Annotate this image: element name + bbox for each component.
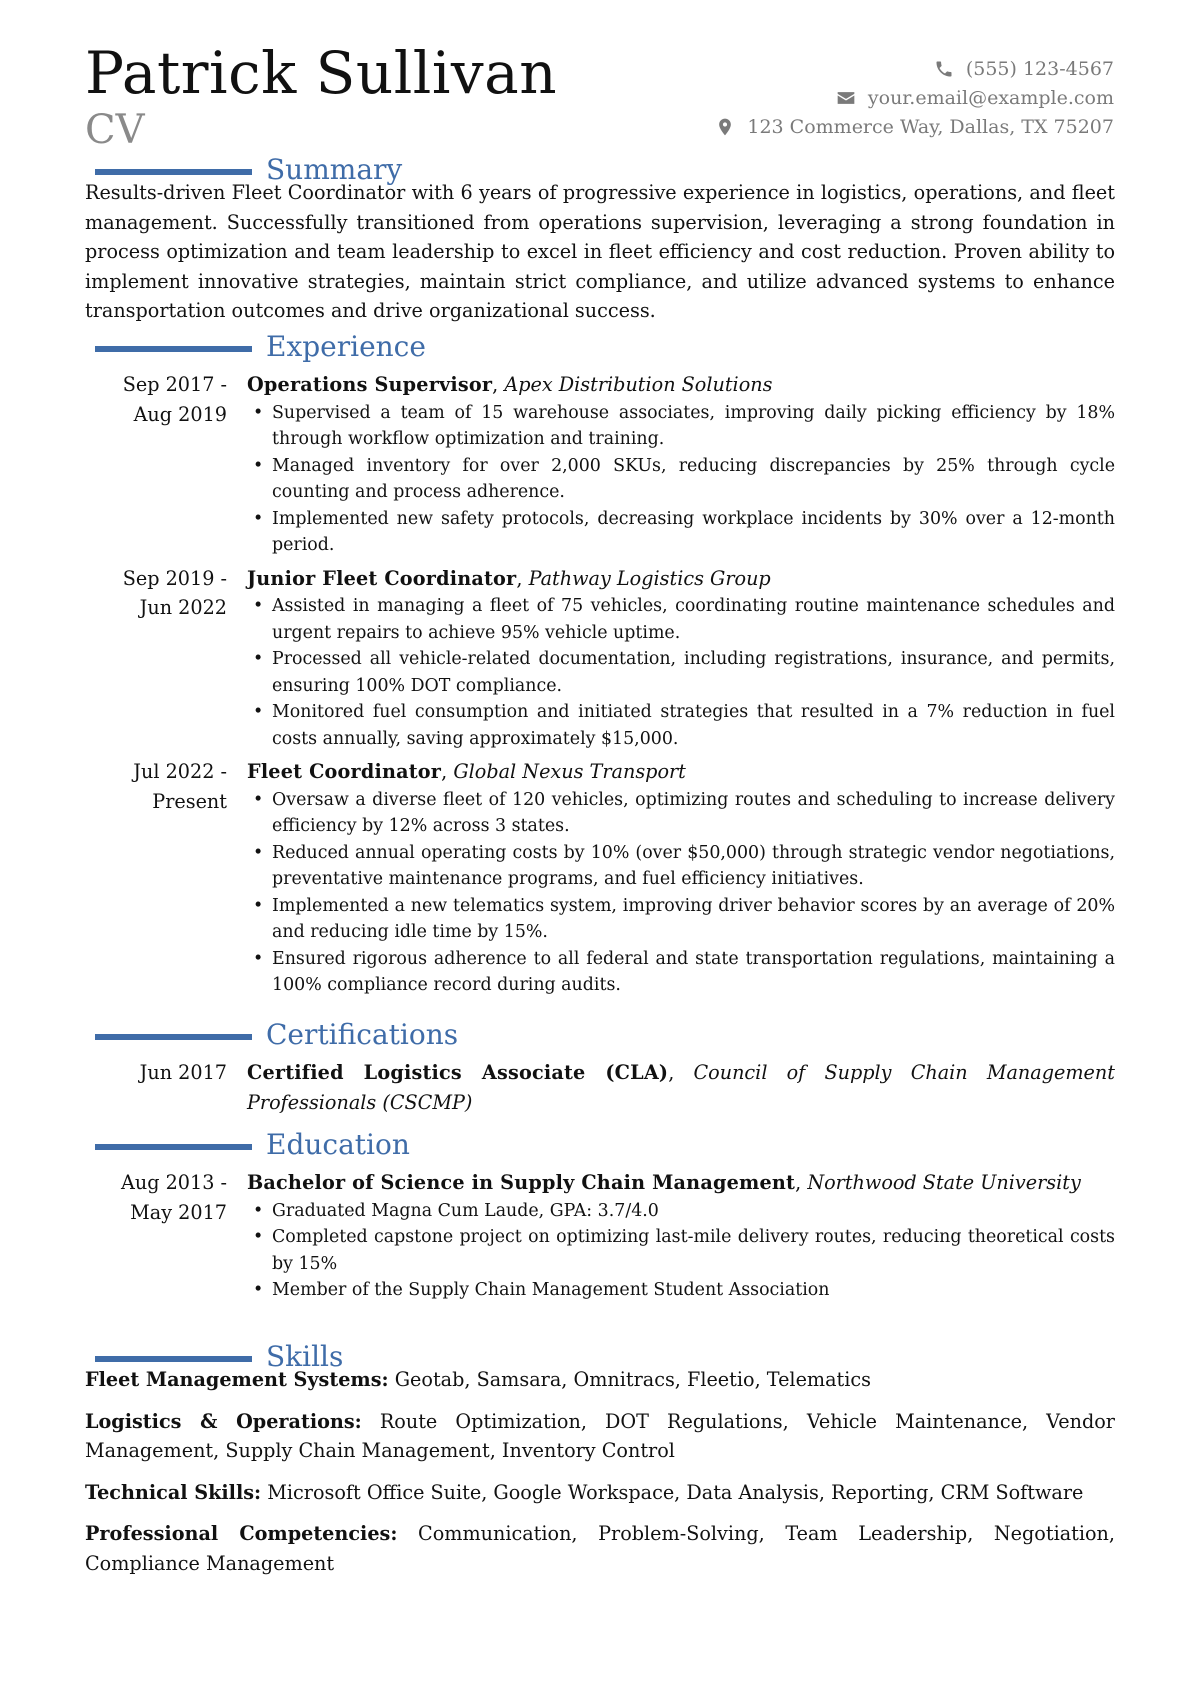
list-item: • Reduced annual operating costs by 10% (over $50,000) through strategic vendor negotiations, preventative maintenance programs, and fuel efficiency initiatives. (247, 840, 1115, 893)
contact-email (715, 83, 1114, 112)
email-text[interactable]: your.email@example.com (867, 86, 1114, 109)
job-title: Operations Supervisor (247, 373, 493, 396)
experience-entry (85, 564, 1115, 753)
skill-value: Microsoft Office Suite, Google Workspace, Data Analysis, Reporting, CRM Software (267, 1480, 1084, 1504)
section-title-skills: Skills (266, 1340, 344, 1373)
section-header (85, 1018, 1115, 1052)
section-header (85, 153, 1115, 187)
summary-section (85, 153, 1115, 326)
section-header (85, 330, 1115, 364)
section-rule (95, 1356, 252, 1362)
skill-label: Logistics & Operations: (85, 1409, 362, 1433)
entry-bullets (247, 1198, 1115, 1304)
contact-phone (715, 54, 1114, 83)
list-item: • Managed inventory for over 2,000 SKUs, reducing discrepancies by 25% through cycle counting and process adherence. (247, 453, 1115, 506)
section-rule (95, 1144, 252, 1150)
skill-label: Technical Skills: (85, 1480, 262, 1504)
skill-label: Fleet Management Systems: (85, 1368, 389, 1391)
list-item: • Assisted in managing a fleet of 75 vehicles, coordinating routine maintenance schedules and urgent repairs to achieve 95% vehicle uptime. (247, 593, 1115, 646)
section-rule (95, 346, 252, 352)
employer: Pathway Logistics Group (528, 566, 771, 590)
map-marker-icon (715, 117, 735, 137)
entry-date: Jul 2022 - Present (133, 760, 227, 813)
list-item: • Oversaw a diverse fleet of 120 vehicles, optimizing routes and scheduling to increase delivery efficiency by 12% across 3 states. (247, 787, 1115, 840)
job-title: Junior Fleet Coordinator (247, 566, 517, 590)
skill-row (85, 1478, 1115, 1508)
certification-name: Certified Logistics Associate (CLA) (247, 1061, 669, 1084)
skill-row (85, 1407, 1115, 1466)
certification-entry (85, 1058, 1115, 1117)
list-item: • Implemented a new telematics system, improving driver behavior scores by an average of 20% and reducing idle time by 15%. (247, 893, 1115, 946)
address-text: 123 Commerce Way, Dallas, TX 75207 (747, 115, 1114, 138)
section-title-experience: Experience (266, 330, 426, 363)
list-item: • Graduated Magna Cum Laude, GPA: 3.7/4.0 (247, 1198, 1115, 1225)
phone-text[interactable]: (555) 123-4567 (965, 57, 1114, 80)
degree: Bachelor of Science in Supply Chain Management (247, 1171, 796, 1194)
education-section (85, 1128, 1115, 1304)
entry-headline: Certified Logistics Associate (CLA), Council of Supply Chain Management Professionals (CSCMP) (247, 1061, 1115, 1114)
experience-entry (85, 370, 1115, 559)
entry-body (247, 1168, 1115, 1304)
entry-date: Sep 2019 - Jun 2022 (122, 566, 227, 619)
entry-bullets (247, 787, 1115, 999)
experience-entry (85, 757, 1115, 999)
list-item: • Completed capstone project on optimizing last-mile delivery routes, reducing theoretical costs by 15% (247, 1224, 1115, 1277)
job-title: Fleet Coordinator (247, 760, 442, 783)
list-item: • Supervised a team of 15 warehouse associates, improving daily picking efficiency by 18% through workflow optimization and training. (247, 400, 1115, 453)
skill-value: Route Optimization, DOT Regulations, Vehicle Maintenance, Vendor Management, Supply Chain Management, Inventory Control (85, 1409, 1115, 1462)
section-rule (95, 1034, 252, 1040)
envelope-icon (836, 88, 856, 108)
list-item: • Ensured rigorous adherence to all federal and state transportation regulations, maintaining a 100% compliance record during audits. (247, 946, 1115, 999)
entry-bullets (247, 593, 1115, 752)
entry-headline: Fleet Coordinator, Global Nexus Transport (247, 760, 686, 783)
entry-headline: Junior Fleet Coordinator, Pathway Logistics Group (247, 566, 771, 590)
entry-date: Jun 2017 (139, 1061, 227, 1084)
entry-date: Sep 2017 - Aug 2019 (122, 373, 227, 426)
entry-body (247, 370, 1115, 559)
list-item: • Monitored fuel consumption and initiated strategies that resulted in a 7% reduction in fuel costs annually, saving approximately $15,000. (247, 699, 1115, 752)
experience-section (85, 330, 1115, 999)
entry-body (247, 564, 1115, 753)
list-item: • Processed all vehicle-related documentation, including registrations, insurance, and permits, ensuring 100% DOT compliance. (247, 646, 1115, 699)
entry-date: Aug 2013 - May 2017 (120, 1171, 227, 1224)
institution: Northwood State University (807, 1171, 1081, 1194)
entry-body (247, 757, 1115, 999)
section-title-education: Education (266, 1128, 410, 1161)
skill-value: Geotab, Samsara, Omnitracs, Fleetio, Telematics (394, 1368, 871, 1391)
section-rule (95, 169, 252, 175)
entry-bullets (247, 400, 1115, 559)
list-item: • Member of the Supply Chain Management Student Association (247, 1277, 1115, 1304)
certifications-section (85, 1018, 1115, 1117)
candidate-name: Patrick Sullivan (85, 39, 558, 107)
employer: Global Nexus Transport (453, 760, 686, 783)
section-title-summary: Summary (266, 153, 403, 186)
education-entry (85, 1168, 1115, 1304)
skill-label: Professional Competencies: (85, 1522, 398, 1545)
entry-body (247, 1058, 1115, 1117)
section-header (85, 1128, 1115, 1162)
section-header (85, 1340, 1115, 1374)
entry-headline: Bachelor of Science in Supply Chain Management, Northwood State University (247, 1171, 1081, 1194)
skill-row (85, 1519, 1115, 1578)
summary-text: Results-driven Fleet Coordinator with 6 years of progressive experience in logistics, operations, and fleet management. Successfully transitioned from operations supervision, leveraging a strong foundation in process optimization and team leadership to excel in fleet efficiency and cost reduction. Proven ability to implement innovative strategies, maintain strict compliance, and utilize advanced systems to enhance transportation outcomes and drive organizational success. (85, 181, 1115, 322)
document-subtitle: CV (85, 107, 145, 153)
entry-headline: Operations Supervisor, Apex Distribution Solutions (247, 373, 773, 396)
phone-icon (934, 59, 954, 79)
issuer: Council of Supply Chain Management Professionals (CSCMP) (247, 1061, 1115, 1114)
contact-info (715, 54, 1114, 141)
employer: Apex Distribution Solutions (504, 373, 773, 396)
list-item: • Implemented new safety protocols, decreasing workplace incidents by 30% over a 12-month period. (247, 506, 1115, 559)
contact-address (715, 112, 1114, 141)
section-title-certifications: Certifications (266, 1018, 459, 1051)
skill-value: Communication, Problem-Solving, Team Leadership, Negotiation, Compliance Management (85, 1522, 1115, 1575)
skills-section (85, 1340, 1115, 1578)
